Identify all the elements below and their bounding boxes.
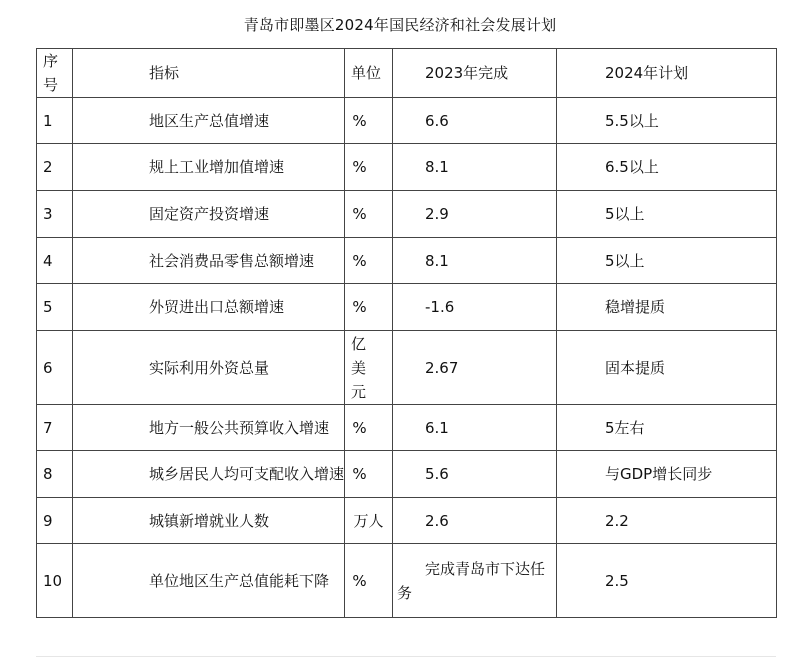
cell-indicator: 单位地区生产总值能耗下降 [73, 544, 345, 618]
cell-unit: % [345, 284, 393, 331]
cell-unit: % [345, 544, 393, 618]
cell-indicator: 实际利用外资总量 [73, 331, 345, 405]
cell-indicator: 固定资产投资增速 [73, 191, 345, 238]
cell-done-2023: 2.6 [393, 498, 557, 544]
cell-plan-2024: 5.5以上 [557, 98, 777, 144]
cell-indicator: 地方一般公共预算收入增速 [73, 405, 345, 451]
table-row [37, 98, 777, 144]
cell-done-2023: 2.9 [393, 191, 557, 238]
table-row [37, 284, 777, 331]
plan-table [36, 48, 777, 618]
cell-indicator: 地区生产总值增速 [73, 98, 345, 144]
cell-unit: % [345, 191, 393, 238]
header-no: 序号 [37, 49, 73, 98]
cell-done-2023: 完成青岛市下达任务 [393, 544, 557, 618]
cell-plan-2024: 固本提质 [557, 331, 777, 405]
cell-indicator: 城镇新增就业人数 [73, 498, 345, 544]
cell-indicator: 社会消费品零售总额增速 [73, 238, 345, 284]
header-indicator: 指标 [73, 49, 345, 98]
cell-no: 3 [37, 191, 73, 238]
cell-done-2023: 6.1 [393, 405, 557, 451]
cell-plan-2024: 6.5以上 [557, 144, 777, 191]
document-title: 青岛市即墨区2024年国民经济和社会发展计划 [243, 16, 557, 34]
table-row [37, 238, 777, 284]
table-row [37, 544, 777, 618]
bottom-divider [36, 656, 776, 657]
table-header-row [37, 49, 777, 98]
table-row [37, 191, 777, 238]
cell-plan-2024: 稳增提质 [557, 284, 777, 331]
cell-no: 10 [37, 544, 73, 618]
cell-plan-2024: 2.5 [557, 544, 777, 618]
cell-done-2023: 5.6 [393, 451, 557, 498]
table-row [37, 405, 777, 451]
cell-no: 9 [37, 498, 73, 544]
cell-done-2023: 8.1 [393, 144, 557, 191]
table-row [37, 331, 777, 405]
cell-done-2023: 6.6 [393, 98, 557, 144]
table-row [37, 144, 777, 191]
cell-plan-2024: 5左右 [557, 405, 777, 451]
cell-unit: % [345, 451, 393, 498]
cell-no: 8 [37, 451, 73, 498]
cell-done-2023: 8.1 [393, 238, 557, 284]
cell-plan-2024: 与GDP增长同步 [557, 451, 777, 498]
cell-no: 2 [37, 144, 73, 191]
cell-plan-2024: 2.2 [557, 498, 777, 544]
cell-unit: % [345, 405, 393, 451]
cell-indicator: 外贸进出口总额增速 [73, 284, 345, 331]
table-row [37, 498, 777, 544]
cell-done-2023: -1.6 [393, 284, 557, 331]
cell-done-2023: 2.67 [393, 331, 557, 405]
cell-no: 5 [37, 284, 73, 331]
cell-indicator: 城乡居民人均可支配收入增速 [73, 451, 345, 498]
table-row [37, 451, 777, 498]
header-done-2023: 2023年完成 [393, 49, 557, 98]
cell-plan-2024: 5以上 [557, 191, 777, 238]
cell-no: 1 [37, 98, 73, 144]
cell-unit: % [345, 98, 393, 144]
cell-unit: 万人 [345, 498, 393, 544]
cell-unit: % [345, 238, 393, 284]
cell-no: 4 [37, 238, 73, 284]
header-unit: 单位 [345, 49, 393, 98]
cell-unit: 亿美元 [345, 331, 393, 405]
cell-indicator: 规上工业增加值增速 [73, 144, 345, 191]
header-plan-2024: 2024年计划 [557, 49, 777, 98]
cell-no: 6 [37, 331, 73, 405]
cell-unit: % [345, 144, 393, 191]
cell-no: 7 [37, 405, 73, 451]
cell-plan-2024: 5以上 [557, 238, 777, 284]
